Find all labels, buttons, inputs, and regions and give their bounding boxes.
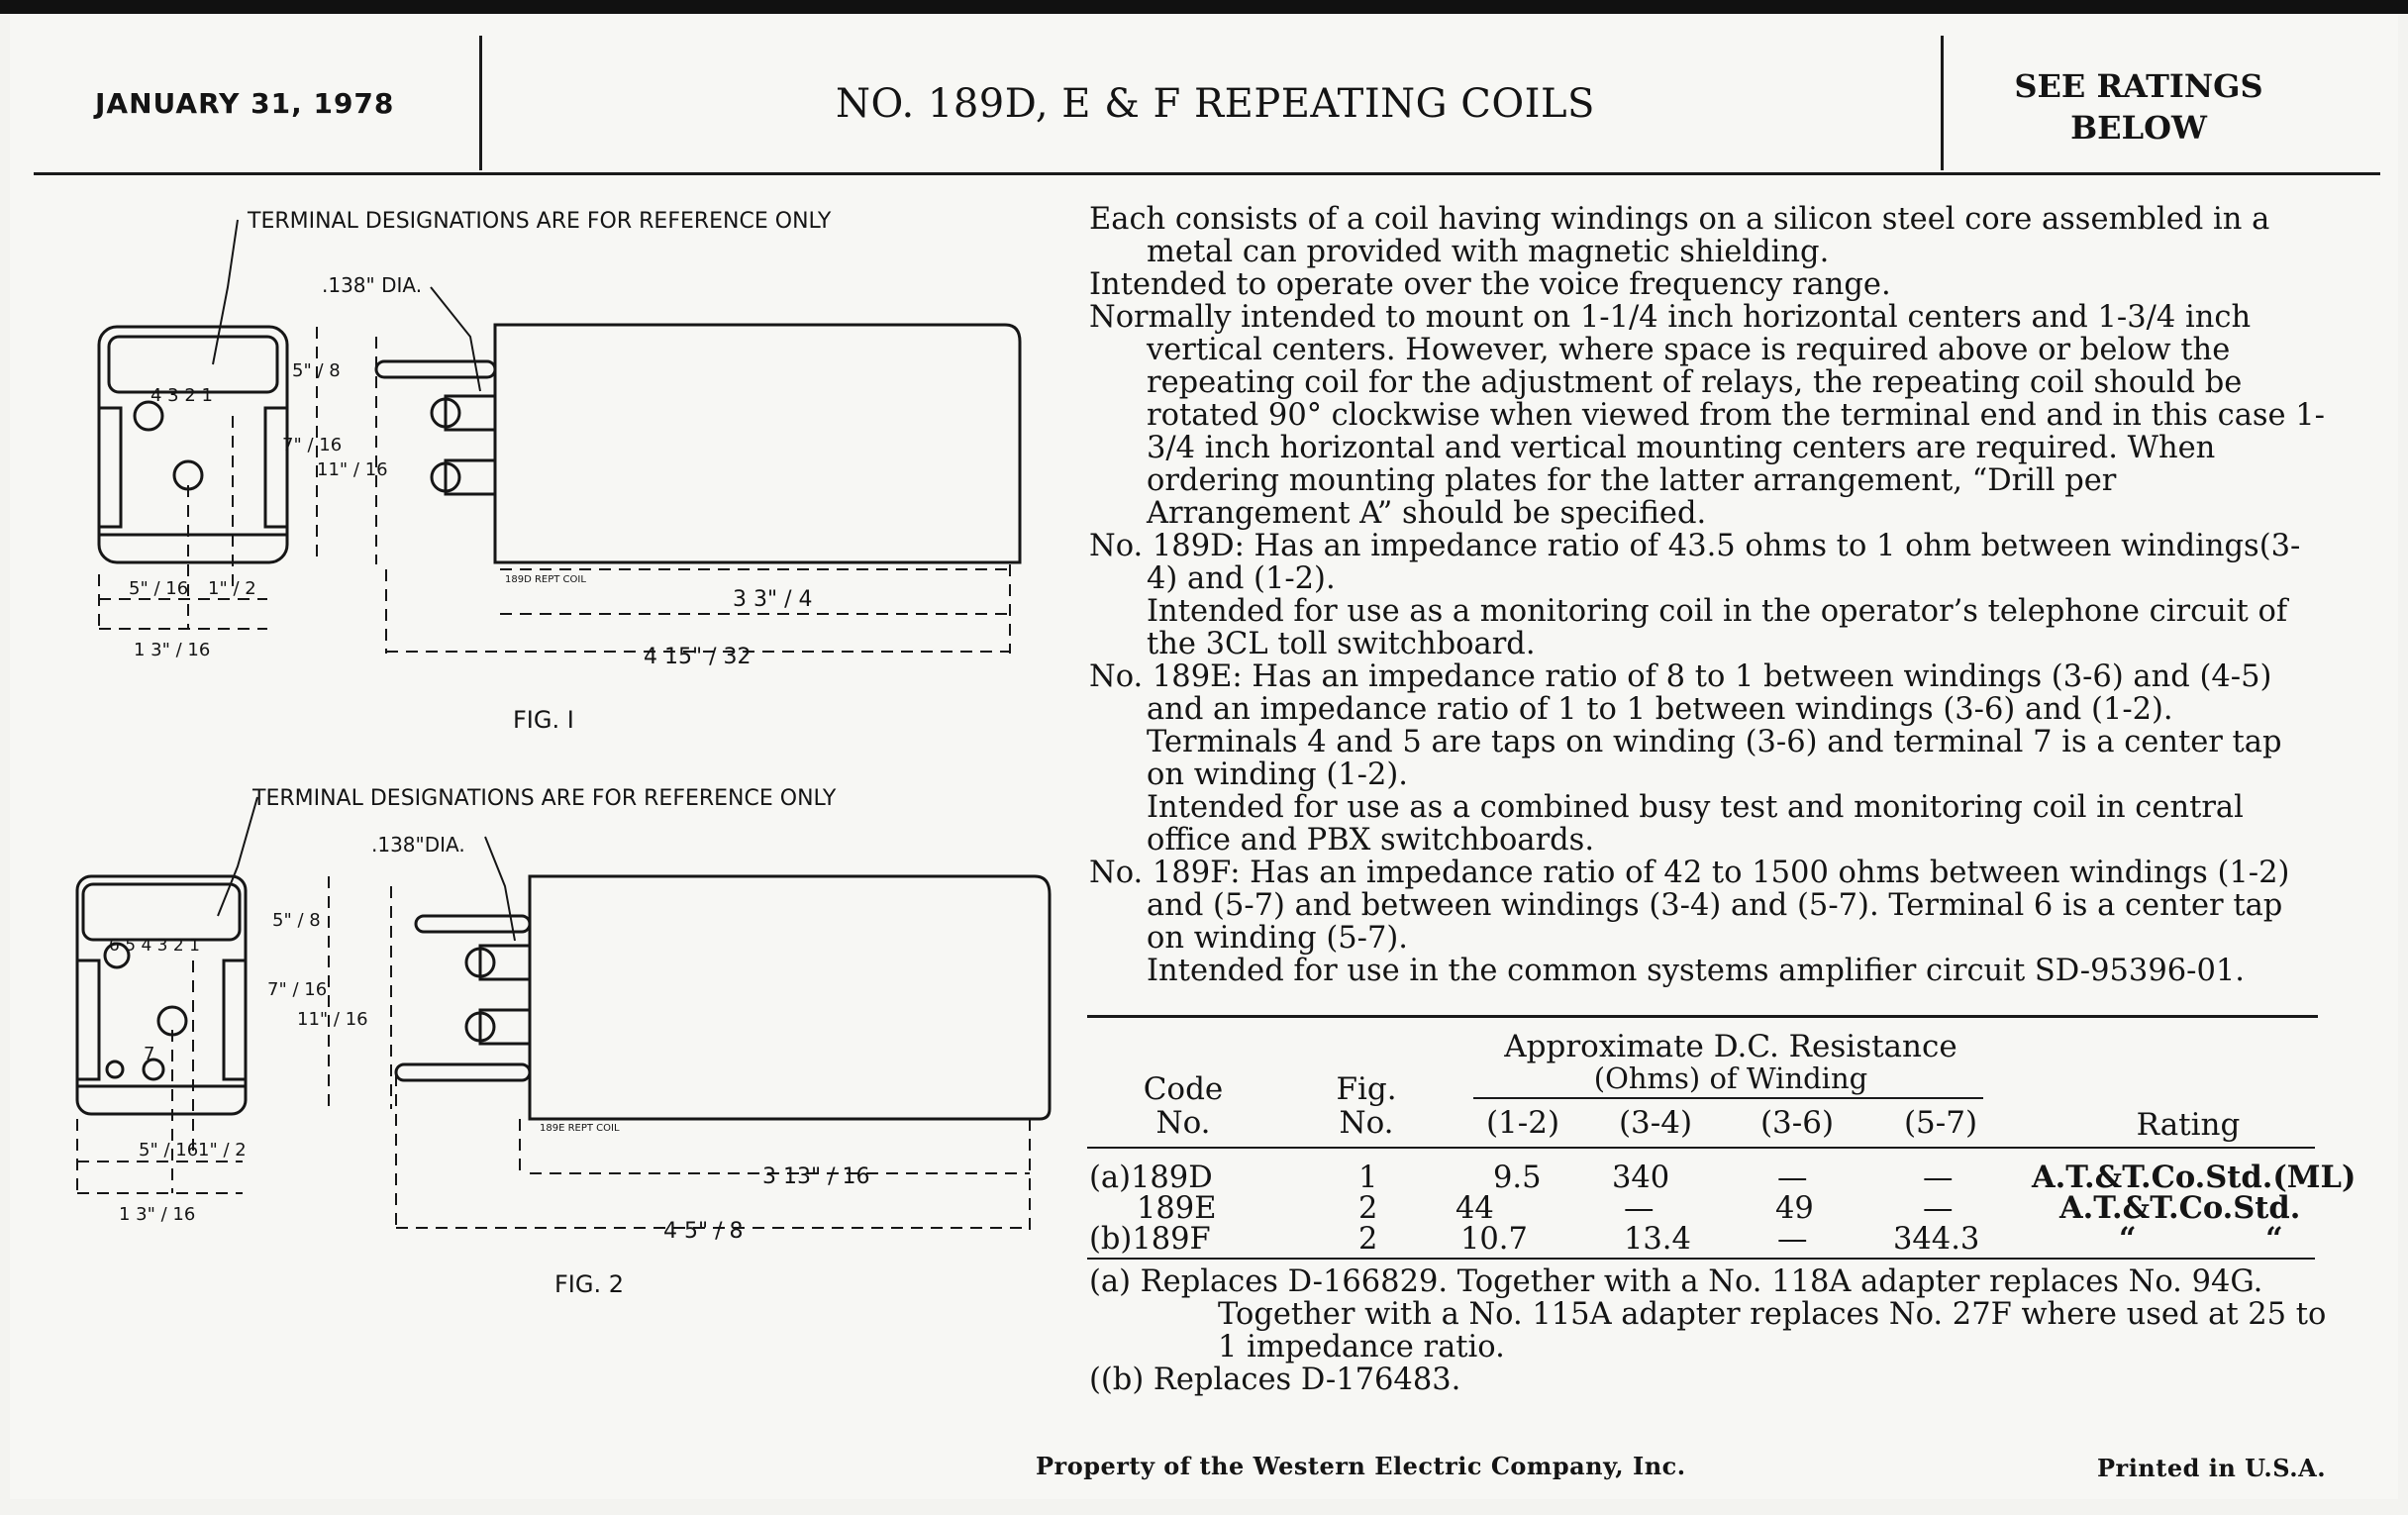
resistance-group-header bbox=[1473, 1030, 1988, 1093]
footnotes bbox=[1089, 1265, 2327, 1396]
fig1-dim-1-3-16: 1 3" / 16 bbox=[134, 640, 211, 660]
fig2-dim-5-8: 5" / 8 bbox=[272, 910, 321, 931]
row1-w34: 340 bbox=[1612, 1161, 1670, 1195]
terminal-7-hole bbox=[107, 1061, 123, 1077]
fig1-terminal-numbers: 4 3 2 1 bbox=[150, 385, 213, 406]
end-view-bracket-left bbox=[99, 408, 121, 527]
row3-rating: “ “ bbox=[2119, 1221, 2343, 1257]
footer-printed: Printed in U.S.A. bbox=[2097, 1454, 2327, 1482]
table-bottom-rule bbox=[1087, 1258, 2315, 1260]
coil-can-side bbox=[495, 325, 1020, 562]
row2-w34: — bbox=[1624, 1191, 1655, 1226]
mounting-hole-center bbox=[174, 461, 202, 489]
figure-2 bbox=[69, 777, 1079, 1316]
row3-w57: 344.3 bbox=[1893, 1222, 1980, 1257]
figure-1-drawing bbox=[79, 198, 1069, 753]
top-edge-strip bbox=[0, 0, 2408, 14]
row1-w57: — bbox=[1923, 1161, 1954, 1195]
fig1-dim-5-8: 5" / 8 bbox=[292, 360, 341, 381]
col-fig-line1: Fig. bbox=[1336, 1071, 1397, 1107]
issue-date: JANUARY 31, 1978 bbox=[95, 87, 395, 120]
end-view-outline bbox=[99, 327, 287, 562]
end-view-bracket-left bbox=[77, 960, 99, 1079]
col-w57-header: (5-7) bbox=[1903, 1105, 1978, 1141]
row1-w36: — bbox=[1777, 1161, 1808, 1195]
table-top-rule bbox=[1087, 1015, 2318, 1018]
fig2-dim-11-16: 11" / 16 bbox=[297, 1009, 368, 1030]
end-view-bracket-right bbox=[224, 960, 246, 1079]
col-code-line1: Code bbox=[1143, 1071, 1224, 1107]
col-w34-header: (3-4) bbox=[1618, 1105, 1693, 1141]
fig1-coil-label: 189D REPT COIL bbox=[505, 574, 586, 585]
row3-w12: 10.7 bbox=[1460, 1222, 1528, 1257]
col-fig-header bbox=[1312, 1072, 1421, 1140]
fig1-dim-1-2: 1" / 2 bbox=[208, 578, 256, 599]
row2-w12: 44 bbox=[1455, 1191, 1494, 1226]
row2-fig: 2 bbox=[1358, 1191, 1378, 1226]
figure-2-drawing bbox=[69, 777, 1079, 1312]
footer-property: Property of the Western Electric Company, Inc. bbox=[1036, 1452, 1686, 1480]
ratings-note bbox=[1990, 65, 2287, 149]
header-divider-right bbox=[1941, 36, 1944, 170]
ratings-note-line1: SEE RATINGS bbox=[2014, 67, 2263, 105]
header-divider-left bbox=[479, 36, 482, 170]
coil-can-side bbox=[530, 876, 1050, 1119]
col-rating-header: Rating bbox=[2136, 1107, 2241, 1143]
resistance-group-line2: (Ohms) of Winding bbox=[1593, 1061, 1868, 1095]
col-code-line2: No. bbox=[1155, 1105, 1211, 1141]
row1-w12: 9.5 bbox=[1493, 1161, 1542, 1195]
fig1-dim-11-16: 11" / 16 bbox=[317, 459, 388, 480]
mounting-hole-small bbox=[135, 402, 162, 430]
row2-rating: A.T.&T.Co.Std. bbox=[2059, 1190, 2301, 1226]
fig2-dia-label: .138"DIA. bbox=[371, 833, 465, 857]
row2-w57: — bbox=[1923, 1191, 1954, 1226]
row3-code: (b)189F bbox=[1089, 1222, 1211, 1257]
row2-w36: 49 bbox=[1775, 1191, 1814, 1226]
footnote-a: (a) Replaces D-166829. Together with a No. 118A adapter replaces No. 94G. Together with a No. 115A adapter replaces No. 27F where used at 25 to 1 impedance ratio. bbox=[1089, 1264, 2327, 1364]
col-w12-header: (1-2) bbox=[1485, 1105, 1560, 1141]
col-fig-line2: No. bbox=[1339, 1105, 1394, 1141]
resistance-group-rule bbox=[1473, 1097, 1983, 1099]
ratings-note-line2: BELOW bbox=[2070, 109, 2207, 147]
row3-w36: — bbox=[1777, 1222, 1808, 1257]
fig2-coil-label: 189E REPT COIL bbox=[540, 1123, 620, 1134]
end-view-bracket-right bbox=[265, 408, 287, 527]
terminal-block bbox=[109, 337, 277, 392]
row3-w34: 13.4 bbox=[1624, 1222, 1691, 1257]
table-header-rule bbox=[1087, 1147, 2315, 1149]
description-text bbox=[1089, 203, 2327, 987]
row3-fig: 2 bbox=[1358, 1222, 1378, 1257]
col-w36-header: (3-6) bbox=[1759, 1105, 1835, 1141]
desc-mounting: Normally intended to mount on 1-1/4 inch horizontal centers and 1-3/4 inch vertical centers. However, where space is required above or below the repeating coil for the adjustment of relays, the repeating coil should be rotated 90° clockwise when viewed from the terminal end and in this case 1-3/4 inch horizontal and vertical mounting centers are required. When ordering mounting plates for the latter arrangement, “Drill per Arrangement A” should be specified. bbox=[1089, 300, 2325, 531]
fig1-caption: FIG. I bbox=[513, 706, 574, 734]
lug-tab-lower bbox=[396, 1064, 530, 1080]
desc-189d: No. 189D: Has an impedance ratio of 43.5 ohms to 1 ohm between windings(3-4) and (1-2). bbox=[1089, 529, 2301, 596]
fig2-dim-4-5-8: 4 5" / 8 bbox=[663, 1219, 744, 1244]
fig2-terminal-note: TERMINAL DESIGNATIONS ARE FOR REFERENCE ONLY bbox=[252, 786, 837, 811]
row1-fig: 1 bbox=[1358, 1161, 1378, 1195]
desc-189e: No. 189E: Has an impedance ratio of 8 to 1 between windings (3-6) and (4-5) and an impedance ratio of 1 to 1 between windings (3-6) and (1-2). Terminals 4 and 5 are taps on winding (3-6) and terminal 7 is a center tap on winding (1-2). bbox=[1089, 659, 2282, 792]
header-rule bbox=[34, 172, 2380, 175]
footnote-b: ((b) Replaces D-176483. bbox=[1089, 1363, 1461, 1397]
fig1-dia-label: .138" DIA. bbox=[322, 273, 423, 297]
page-title: NO. 189D, E & F REPEATING COILS bbox=[836, 81, 1595, 127]
terminal-block bbox=[83, 884, 240, 940]
desc-construction: Each consists of a coil having windings on a silicon steel core assembled in a metal can provided with magnetic shielding. bbox=[1089, 202, 2270, 269]
desc-frequency: Intended to operate over the voice frequency range. bbox=[1089, 267, 1891, 302]
row2-code: 189E bbox=[1137, 1191, 1217, 1226]
fig1-dim-7-16: 7" / 16 bbox=[282, 435, 343, 455]
fig2-terminal-numbers: 6 5 4 3 2 1 bbox=[109, 936, 200, 956]
desc-189f-use: Intended for use in the common systems amplifier circuit SD-95396-01. bbox=[1147, 954, 2245, 988]
row1-code: (a)189D bbox=[1089, 1161, 1213, 1195]
fig2-terminal-7: 7 bbox=[144, 1044, 155, 1064]
fig1-terminal-note: TERMINAL DESIGNATIONS ARE FOR REFERENCE ONLY bbox=[248, 209, 832, 234]
figure-1 bbox=[79, 198, 1069, 757]
fig2-dim-5-16: 5" / 16 bbox=[139, 1140, 199, 1161]
fig2-dim-7-16: 7" / 16 bbox=[267, 979, 328, 1000]
resistance-group-line1: Approximate D.C. Resistance bbox=[1504, 1029, 1957, 1064]
row1-rating: A.T.&T.Co.Std.(ML) bbox=[2032, 1160, 2357, 1195]
fig1-dim-3-3-4: 3 3" / 4 bbox=[733, 587, 813, 612]
fig2-dim-1-3-16: 1 3" / 16 bbox=[119, 1204, 196, 1225]
fig2-caption: FIG. 2 bbox=[554, 1270, 625, 1298]
fig1-dim-5-16: 5" / 16 bbox=[129, 578, 189, 599]
desc-189d-use: Intended for use as a monitoring coil in the operator’s telephone circuit of the 3CL toll switchboard. bbox=[1147, 594, 2288, 661]
desc-189f: No. 189F: Has an impedance ratio of 42 to 1500 ohms between windings (1-2) and (5-7) and between windings (3-4) and (5-7). Terminal 6 is a center tap on winding (5-7). bbox=[1089, 856, 2290, 956]
fig1-dim-4-15-32: 4 15" / 32 bbox=[644, 645, 752, 669]
desc-189e-use: Intended for use as a combined busy test and monitoring coil in central office and PBX switchboards. bbox=[1147, 790, 2244, 858]
col-code-header bbox=[1119, 1072, 1248, 1140]
fig2-dim-3-13-16: 3 13" / 16 bbox=[762, 1164, 870, 1189]
fig2-dim-1-2: 1" / 2 bbox=[198, 1140, 247, 1161]
